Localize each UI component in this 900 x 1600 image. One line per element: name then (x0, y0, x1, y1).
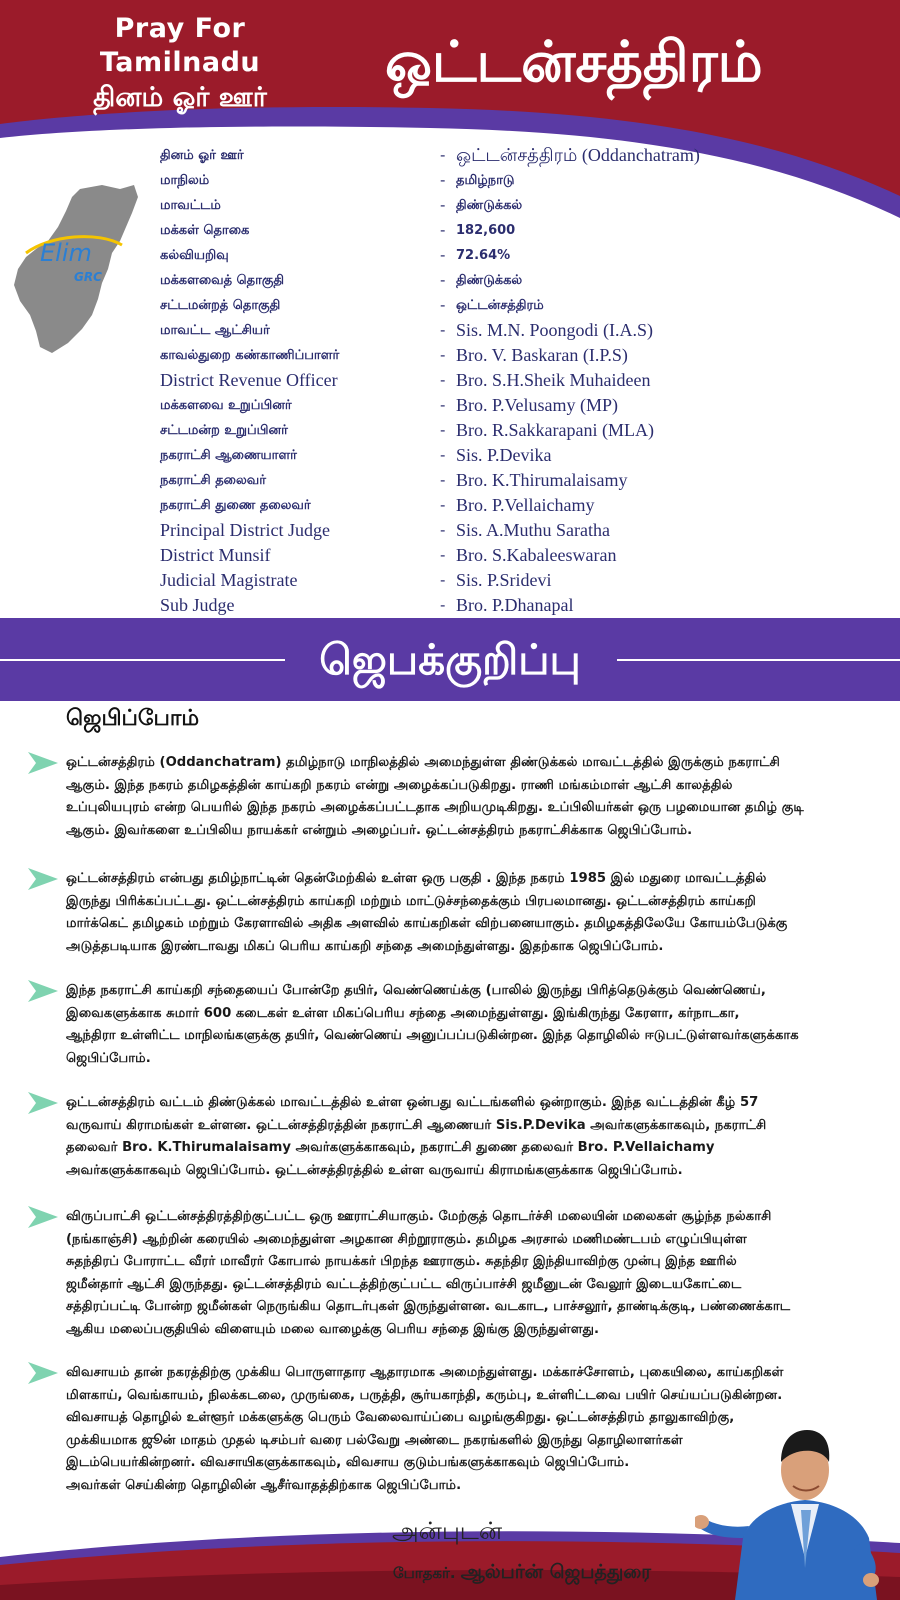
header-tagline (55, 12, 305, 116)
fact-label: மக்கள் தொகை (160, 223, 250, 238)
fact-label: கல்வியறிவு (160, 248, 229, 263)
fact-separator: - (440, 221, 446, 239)
fact-label: மக்களவைத் தொகுதி (160, 273, 285, 288)
fact-label: சட்டமன்ற உறுப்பினர் (160, 423, 288, 438)
fact-separator: - (440, 371, 446, 389)
preacher-name: ஆல்பர்ன் ஜெபத்துரை (460, 1561, 652, 1583)
fact-row (160, 568, 860, 593)
fact-label: District Revenue Officer (160, 370, 338, 390)
header-subtitle: தினம் ஓர் ஊர் (93, 82, 267, 113)
fact-label: District Munsif (160, 545, 271, 565)
fact-row (160, 293, 860, 318)
fact-value: Bro. P.Dhanapal (456, 595, 574, 615)
prayer-paragraph (66, 1206, 898, 1341)
prayer-paragraph (66, 752, 898, 842)
fact-separator: - (440, 321, 446, 339)
fact-value: ஒட்டன்சத்திரம் (456, 298, 544, 313)
logo-elim-text: Elim (40, 239, 92, 267)
paragraph-line: அவர்கள் செய்கின்ற தொழிலின் ஆசீர்வாதத்திற்காக ஜெபிப்போம். (66, 1477, 462, 1493)
fact-value: Sis. M.N. Poongodi (I.A.S) (456, 320, 654, 340)
paragraph-line: இவைகளுக்காக சுமார் 600 கடைகள் உள்ள மிகப்பெரிய சந்தை அமைந்துள்ளது. இங்கிருந்து கேரளா, கர்நாடகா, (66, 1005, 740, 1021)
fact-row (160, 318, 860, 343)
fact-value: Bro. R.Sakkarapani (MLA) (456, 420, 654, 440)
paragraph-line: ஆந்திரா உள்ளிட்ட மாநிலங்களுக்கு தயிர், வெண்ணெய் அனுப்பப்படுகின்றன. இந்த தொழிலில் ஈடுபட்டுள்ளவர்களுக்காக (66, 1028, 799, 1043)
fact-value: ஒட்டன்சத்திரம் (Oddanchatram) (456, 145, 700, 165)
paragraph-line: ஒட்டன்சத்திரம் (Oddanchatram) தமிழ்நாடு மாநிலத்தில் அமைந்துள்ள திண்டுக்கல் மாவட்டத்தில் இருக்கும் நகராட்சி (66, 755, 780, 770)
paragraph-line: ஒட்டன்சத்திரம் வட்டம் திண்டுக்கல் மாவட்டத்தில் உள்ள ஒன்பது வட்டங்களில் ஒன்றாகும். இந்த வட்டத்தின் கீழ் 57 (66, 1095, 759, 1110)
fact-row (160, 168, 860, 193)
fact-label: Principal District Judge (160, 520, 330, 540)
paragraph-line: முக்கியமாக ஜூன் மாதம் முதல் டிசம்பர் வரை பல்வேறு அண்டை நகரங்களில் இருந்து தொழிலாளர்கள் (66, 1432, 683, 1448)
fact-separator: - (440, 421, 446, 439)
fact-value: Sis. A.Muthu Saratha (456, 520, 611, 540)
with-love-signature: அன்புடன் (392, 1517, 503, 1545)
fact-sheet (160, 143, 860, 618)
paragraph-line: ஜெபிப்போம். (66, 1050, 151, 1066)
paragraph-line: அவர்களுக்காகவும் ஜெபிப்போம். ஒட்டன்சத்திரத்தில் உள்ள வருவாய் கிராமங்களுக்காக ஜெபிப்போம். (66, 1162, 683, 1178)
fact-value: Bro. V. Baskaran (I.P.S) (456, 345, 628, 365)
paragraph-line: (நங்காஞ்சி) ஆற்றின் கரையில் அமைந்துள்ள அழகான சிற்றூராகும். தமிழக அரசால் மணிமண்டபம் எழுப்பியுள்ள (66, 1231, 747, 1247)
fact-label: தினம் ஓர் ஊர் (160, 148, 244, 163)
fact-separator: - (440, 596, 446, 614)
fact-separator: - (440, 346, 446, 364)
paragraph-line: உப்புலியபுரம் என்ற பெயரில் இந்த நகரம் அழைக்கப்பட்டதாக அறியமுடிகிறது. உப்பிலியர்கள் ஒரு பழமையான தமிழ் குடி (66, 800, 804, 815)
paragraph-line: ஆகும். இந்த நகரம் தமிழகத்தின் காய்கறி நகரம் என்று அழைக்கப்படுகிறது. ராணி மங்கம்மாள் ஆட்சி காலத்தில் (66, 777, 733, 793)
paragraph-line: விவசாயத் தொழில் உள்ளூர் மக்களுக்கு பெரும் வேலைவாய்ப்பை வழங்குகிறது. ஒட்டன்சத்திரம் தாலுகாவிற்கு, (66, 1410, 735, 1425)
fact-value: 72.64% (456, 248, 511, 263)
paragraph-line: விவசாயம் தான் நகரத்திற்கு முக்கிய பொருளாதார ஆதாரமாக அமைந்துள்ளது. மக்காச்சோளம், புகையிலை, காய்கறிகள் (66, 1365, 784, 1380)
arrow-bullet-icon (26, 750, 60, 776)
fact-value: திண்டுக்கல் (456, 273, 523, 288)
prayer-heading: ஜெபிப்போம் (66, 706, 200, 731)
paragraph-line: ஆகிய மலைப்பகுதியில் விளையும் மலை வாழைக்கு பெரிய சந்தை இங்கு இருந்துள்ளது. (66, 1321, 600, 1337)
fact-label: மாவட்ட ஆட்சியர் (160, 323, 270, 338)
paragraph-line: இந்த நகராட்சி காய்கறி சந்தையைப் போன்றே தயிர், வெண்ணெய்க்கு (பாலில் இருந்து பிரித்தெடுக்கும் வெண்ணெய், (66, 983, 766, 998)
fact-separator: - (440, 296, 446, 314)
paragraph-line: விருப்பாட்சி ஒட்டன்சத்திரத்திற்குட்பட்ட ஒரு ஊராட்சியாகும். மேற்குத் தொடர்ச்சி மலையின் மலைகள் சூழ்ந்த நல்காசி (66, 1209, 772, 1224)
fact-row (160, 468, 860, 493)
fact-value: Bro. S.H.Sheik Muhaideen (456, 370, 651, 390)
fact-value: தமிழ்நாடு (456, 173, 515, 188)
fact-label: மாவட்டம் (160, 198, 221, 213)
fact-label: சட்டமன்றத் தொகுதி (160, 298, 281, 313)
tamilnadu-map-logo (10, 183, 140, 355)
preacher-credit (393, 1561, 651, 1586)
fact-row (160, 268, 860, 293)
fact-label: மக்களவை உறுப்பினர் (160, 398, 292, 413)
fact-row (160, 493, 860, 518)
preacher-prefix: போதகர். (393, 1564, 456, 1582)
arrow-bullet-icon (26, 1204, 60, 1230)
fact-separator: - (440, 271, 446, 289)
paragraph-line: அடுத்தபடியாக இரண்டாவது மிகப் பெரிய காய்கறி சந்தை அமைந்துள்ளது. இதற்காக ஜெபிப்போம். (66, 938, 664, 954)
paragraph-line: ஒட்டன்சத்திரம் என்பது தமிழ்நாட்டின் தென்மேற்கில் உள்ள ஒரு பகுதி . இந்த நகரம் 1985 இல் மதுரை மாவட்டத்தில் (66, 871, 767, 886)
arrow-bullet-icon (26, 866, 60, 892)
fact-separator: - (440, 546, 446, 564)
arrow-bullet-icon (26, 1360, 60, 1386)
fact-label: காவல்துறை கண்காணிப்பாளர் (160, 348, 340, 363)
fact-separator: - (440, 246, 446, 264)
fact-row (160, 193, 860, 218)
section-title: ஜெபக்குறிப்பு (319, 635, 581, 684)
fact-separator: - (440, 521, 446, 539)
paragraph-line: வருவாய் கிராமங்கள் உள்ளன. ஒட்டன்சத்திரத்தின் நகராட்சி ஆணையர் Sis.P.Devika அவர்களுக்காகவும், நகராட்சி (66, 1117, 767, 1133)
section-banner (0, 618, 900, 701)
fact-value: Sis. P.Sridevi (456, 570, 552, 590)
paragraph-line: ஆகும். இவர்களை உப்பிலிய நாயக்கர் என்றும் அழைப்பர். ஒட்டன்சத்திரம் நகராட்சிக்காக ஜெபிப்போம். (66, 822, 693, 838)
fact-value: Bro. S.Kabaleeswaran (456, 545, 617, 565)
preacher-photo (695, 1418, 900, 1600)
paragraph-line: ஜமீன்தார் ஆட்சி இருந்தது. ஒட்டன்சத்திரம் வட்டத்திற்குட்பட்ட விருப்பாச்சி ஜமீனுடன் வேலூர் இடையகோட்டை (66, 1276, 742, 1292)
paragraph-line: இருந்து பிரிக்கப்பட்டது. ஒட்டன்சத்திரம் காய்கறி மற்றும் மாட்டுச்சந்தைக்கும் பிரபலமானது. ஒட்டன்சத்திரம் காய்கறி (66, 893, 757, 909)
fact-separator: - (440, 446, 446, 464)
fact-separator: - (440, 571, 446, 589)
fact-row (160, 343, 860, 368)
paragraph-line: மார்க்கெட் தமிழகம் மற்றும் கேரளாவில் அதிக அளவில் காய்கறிகள் விற்பனையாகும். தமிழகத்திலேயே கோயம்பேடுக்கு (66, 916, 788, 931)
fact-row (160, 143, 860, 168)
fact-separator: - (440, 471, 446, 489)
fact-label: நகராட்சி ஆணையாளர் (160, 448, 297, 463)
fact-separator: - (440, 496, 446, 514)
fact-separator: - (440, 396, 446, 414)
fact-label: Sub Judge (160, 595, 235, 615)
fact-row (160, 218, 860, 243)
fact-row (160, 593, 860, 618)
arrow-bullet-icon (26, 1090, 60, 1116)
fact-label: Judicial Magistrate (160, 570, 298, 590)
fact-value: Bro. P.Vellaichamy (456, 495, 595, 515)
paragraph-line: தலைவர் Bro. K.Thirumalaisamy அவர்களுக்காகவும், நகராட்சி துணை தலைவர் Bro. P.Vellaichamy (66, 1140, 715, 1155)
fact-value: 182,600 (456, 223, 516, 238)
fact-label: நகராட்சி தலைவர் (160, 473, 267, 488)
fact-separator: - (440, 171, 446, 189)
fact-row (160, 393, 860, 418)
fact-row (160, 418, 860, 443)
fact-value: திண்டுக்கல் (456, 198, 523, 213)
fact-separator: - (440, 196, 446, 214)
fact-row (160, 518, 860, 543)
prayer-paragraph (66, 868, 898, 958)
fact-row (160, 368, 860, 393)
fact-row (160, 243, 860, 268)
fact-value: Bro. P.Velusamy (MP) (456, 395, 619, 415)
fact-value: Sis. P.Devika (456, 445, 552, 465)
fact-row (160, 543, 860, 568)
paragraph-line: இடம்பெயர்கின்றனர். விவசாயிகளுக்காகவும், விவசாய குடும்பங்களுக்காகவும் ஜெபிப்போம். (66, 1455, 630, 1470)
fact-separator: - (440, 146, 446, 164)
paragraph-line: மிளகாய், வெங்காயம், நிலக்கடலை, முருங்கை, பருத்தி, சூர்யகாந்தி, கரும்பு, உள்ளிட்டவை பயிர் செய்யப்படுகின்றன. (66, 1387, 783, 1403)
page-title: ஒட்டன்சத்திரம் (385, 30, 763, 95)
prayer-paragraph (66, 980, 898, 1070)
pray-for-tamilnadu: Pray For Tamilnadu (99, 13, 261, 78)
fact-value: Bro. K.Thirumalaisamy (456, 470, 628, 490)
logo-grc-text: GRC (74, 270, 102, 284)
arrow-bullet-icon (26, 978, 60, 1004)
fact-label: மாநிலம் (160, 173, 210, 188)
fact-label: நகராட்சி துணை தலைவர் (160, 498, 311, 513)
paragraph-line: சுதந்திரப் போராட்ட வீரர் மாவீரர் கோபால் நாயக்கர் பிறந்த ஊராகும். சுதந்திர இந்தியாவிற்கு முன்பு இந்த ஊரில் (66, 1254, 737, 1269)
paragraph-line: சத்திரப்பட்டி போன்ற ஜமீன்கள் நெருங்கிய தொடர்புகள் இருந்துள்ளன. வடகாட, பாச்சலூர், தாண்டிக்குடி, பண்ணைக்காட (66, 1299, 791, 1314)
prayer-paragraph (66, 1092, 898, 1182)
fact-row (160, 443, 860, 468)
